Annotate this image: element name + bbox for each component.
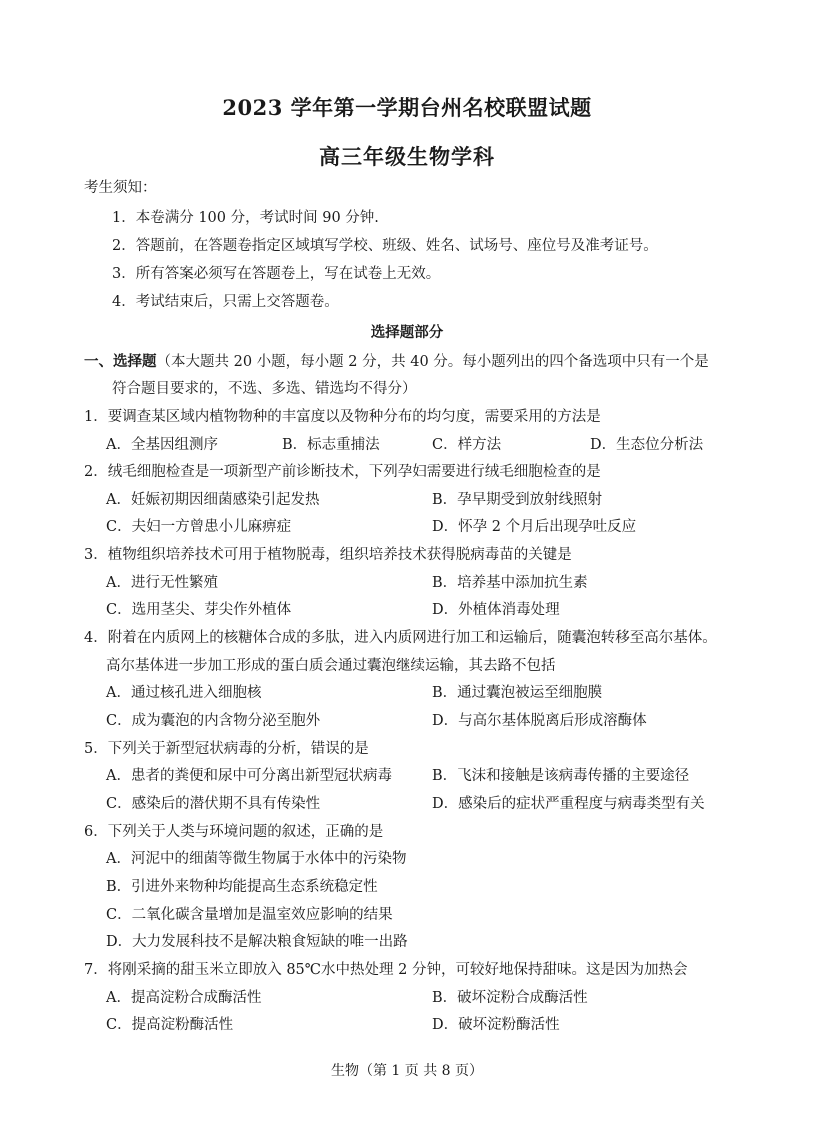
option-b: B．孕早期受到放射线照射 <box>432 492 603 508</box>
option-c: C．感染后的潜伏期不具有传染性 <box>106 796 321 812</box>
option-b: B．飞沫和接触是该病毒传播的主要途径 <box>432 768 690 784</box>
question-stem: 6．下列关于人类与环境问题的叙述，正确的是 <box>84 824 384 840</box>
notice-item: 3．所有答案必须写在答题卷上，写在试卷上无效。 <box>112 266 441 282</box>
option-a: A．进行无性繁殖 <box>106 575 218 591</box>
notice-item: 4．考试结束后，只需上交答题卷。 <box>112 294 339 310</box>
part-label: 一、选择题 <box>84 353 157 370</box>
notice-item: 2．答题前，在答题卷指定区域填写学校、班级、姓名、试场号、座位号及准考证号。 <box>112 238 658 254</box>
question-stem: 7．将刚采摘的甜玉米立即放入 85℃水中热处理 2 分钟，可较好地保持甜味。这是因为加热会 <box>84 962 688 978</box>
question-stem: 2．绒毛细胞检查是一项新型产前诊断技术，下列孕妇需要进行绒毛细胞检查的是 <box>84 464 601 480</box>
option-d: D．生态位分析法 <box>590 437 704 453</box>
option-c: C．成为囊泡的内含物分泌至胞外 <box>106 713 321 729</box>
option-c: C．夫妇一方曾患小儿麻痹症 <box>106 519 292 535</box>
exam-subtitle: 高三年级生物学科 <box>319 144 495 169</box>
option-a: A．妊娠初期因细菌感染引起发热 <box>106 492 320 508</box>
option-b: B．引进外来物种均能提高生态系统稳定性 <box>106 879 378 895</box>
option-b: B．通过囊泡被运至细胞膜 <box>432 685 603 701</box>
part-instructions <box>84 352 709 372</box>
question-stem: 5．下列关于新型冠状病毒的分析，错误的是 <box>84 741 369 757</box>
question-stem: 4．附着在内质网上的核糖体合成的多肽，进入内质网进行加工和运输后，随囊泡转移至高尔基体。 <box>84 630 717 646</box>
option-d: D．外植体消毒处理 <box>432 602 560 618</box>
page-footer: 生物（第 1 页 共 8 页） <box>330 1063 484 1079</box>
option-c: C．选用茎尖、芽尖作外植体 <box>106 602 292 618</box>
exam-title: 2023 学年第一学期台州名校联盟试题 <box>222 95 592 120</box>
option-b: B．标志重捕法 <box>282 437 380 453</box>
option-c: C．提高淀粉酶活性 <box>106 1017 234 1033</box>
option-d: D．怀孕 2 个月后出现孕吐反应 <box>432 519 637 535</box>
option-d: D．大力发展科技不是解决粮食短缺的唯一出路 <box>106 934 408 950</box>
option-c: C．样方法 <box>432 437 502 453</box>
notice-heading: 考生须知： <box>84 180 157 196</box>
option-b: B．培养基中添加抗生素 <box>432 575 588 591</box>
option-c: C．二氧化碳含量增加是温室效应影响的结果 <box>106 907 393 923</box>
option-a: A．通过核孔进入细胞核 <box>106 685 262 701</box>
part-description: （本大题共 20 小题，每小题 2 分，共 40 分。每小题列出的四个备选项中只有一个是 <box>156 354 709 370</box>
option-b: B．破坏淀粉合成酶活性 <box>432 990 588 1006</box>
section-title: 选择题部分 <box>370 324 444 341</box>
option-a: A．提高淀粉合成酶活性 <box>106 990 262 1006</box>
option-a: A．全基因组测序 <box>106 437 218 453</box>
question-stem-cont: 高尔基体进一步加工形成的蛋白质会通过囊泡继续运输，其去路不包括 <box>106 658 556 674</box>
question-stem: 3．植物组织培养技术可用于植物脱毒，组织培养技术获得脱病毒苗的关键是 <box>84 547 572 563</box>
option-a: A．河泥中的细菌等微生物属于水体中的污染物 <box>106 851 407 867</box>
notice-item: 1．本卷满分 100 分，考试时间 90 分钟. <box>112 210 379 226</box>
part-description-cont: 符合题目要求的，不选、多选、错选均不得分） <box>112 381 417 397</box>
option-d: D．与高尔基体脱离后形成溶酶体 <box>432 713 647 729</box>
option-d: D．破坏淀粉酶活性 <box>432 1017 560 1033</box>
option-a: A．患者的粪便和尿中可分离出新型冠状病毒 <box>106 768 392 784</box>
question-stem: 1．要调查某区域内植物物种的丰富度以及物种分布的均匀度，需要采用的方法是 <box>84 409 601 425</box>
option-d: D．感染后的症状严重程度与病毒类型有关 <box>432 796 705 812</box>
